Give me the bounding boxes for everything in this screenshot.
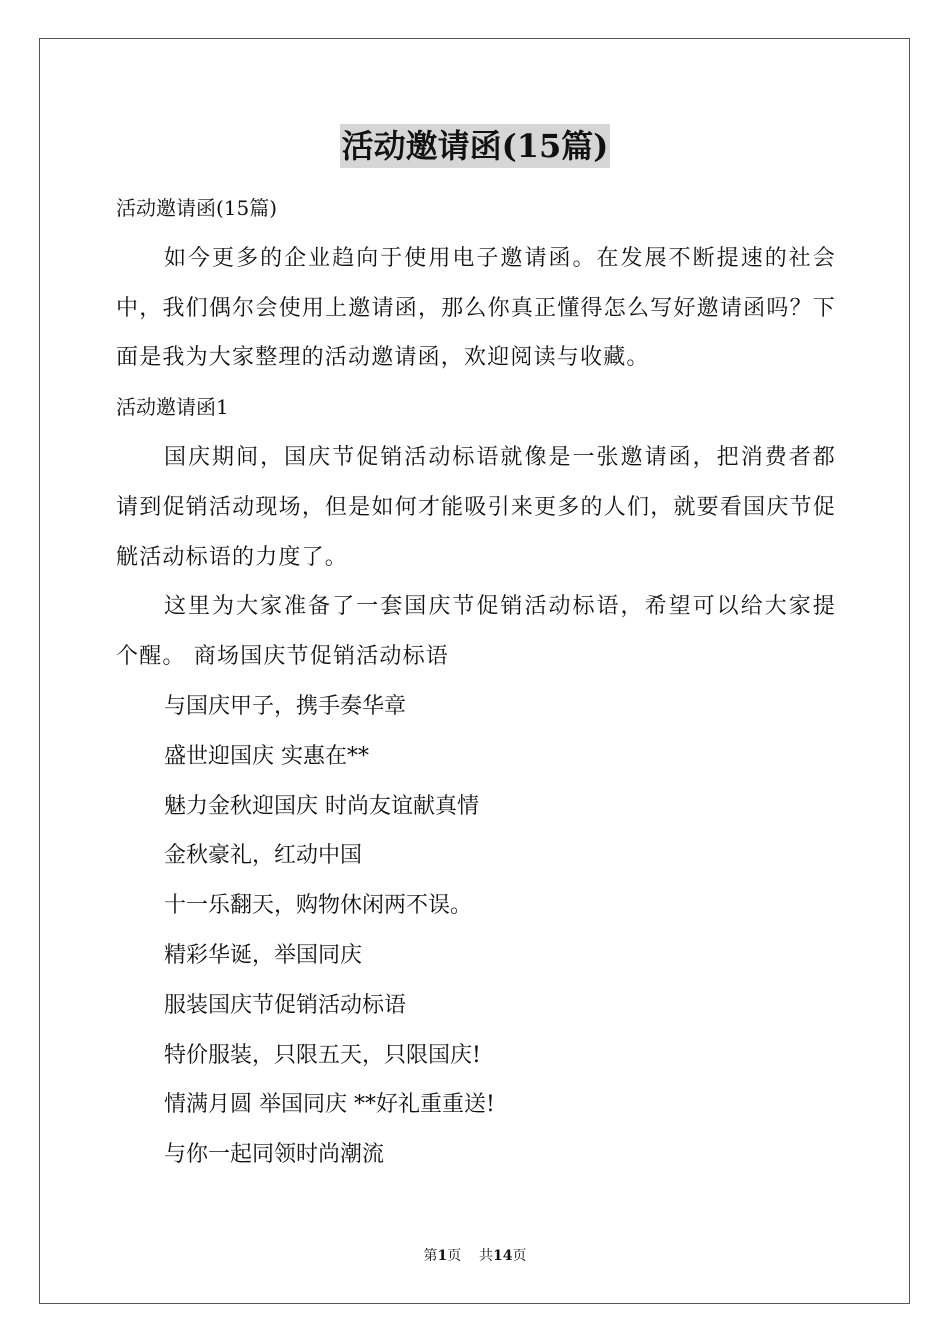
slogan-line: 与你一起同领时尚潮流: [164, 1142, 385, 1168]
document-title: 活动邀请函(15篇): [340, 124, 611, 168]
slogan-line: 情满月圆 举国同庆 **好礼重重送!: [164, 1092, 495, 1118]
slogan-line: 十一乐翻天，购物休闲两不误。: [164, 893, 473, 919]
page-footer: [0, 1246, 950, 1266]
body-paragraph-1: 国庆期间，国庆节促销活动标语就像是一张邀请函，把消费者都请到促销活动现场，但是如何才能吸引来更多的人们，就要看国庆节促觥活动标语的力度了。: [116, 444, 836, 570]
slogan-line: 金秋豪礼，红动中国: [164, 843, 363, 869]
title-area: [0, 124, 950, 168]
total-suffix: 页: [512, 1248, 527, 1264]
slogan-line: 精彩华诞，举国同庆: [164, 942, 363, 968]
intro-paragraph: 如今更多的企业趋向于使用电子邀请函。在发展不断提速的社会中，我们偶尔会使用上邀请函，那么你真正懂得怎么写好邀请函吗？下面是我为大家整理的活动邀请函，欢迎阅读与收藏。: [116, 245, 836, 371]
page-prefix: 第: [423, 1248, 438, 1264]
slogan-line: 特价服装，只限五天，只限国庆!: [164, 1042, 481, 1068]
slogan-line: 盛世迎国庆 实惠在**: [164, 743, 369, 769]
body-paragraph-2: 这里为大家准备了一套国庆节促销活动标语，希望可以给大家提个醒。 商场国庆节促销活动标语: [116, 594, 836, 670]
total-pages: 14: [493, 1248, 513, 1264]
slogan-line: 魅力金秋迎国庆 时尚友谊献真情: [164, 793, 479, 819]
slogan-line: 与国庆甲子，携手奏华章: [164, 693, 407, 719]
page-number: 1: [437, 1248, 448, 1264]
document-subtitle: 活动邀请函(15篇): [116, 196, 278, 220]
slogan-line: 服装国庆节促销活动标语: [164, 992, 407, 1018]
document-body: [116, 184, 836, 1180]
page-suffix: 页: [447, 1248, 462, 1264]
section-heading: 活动邀请函1: [116, 395, 229, 420]
total-prefix: 共: [479, 1248, 494, 1264]
